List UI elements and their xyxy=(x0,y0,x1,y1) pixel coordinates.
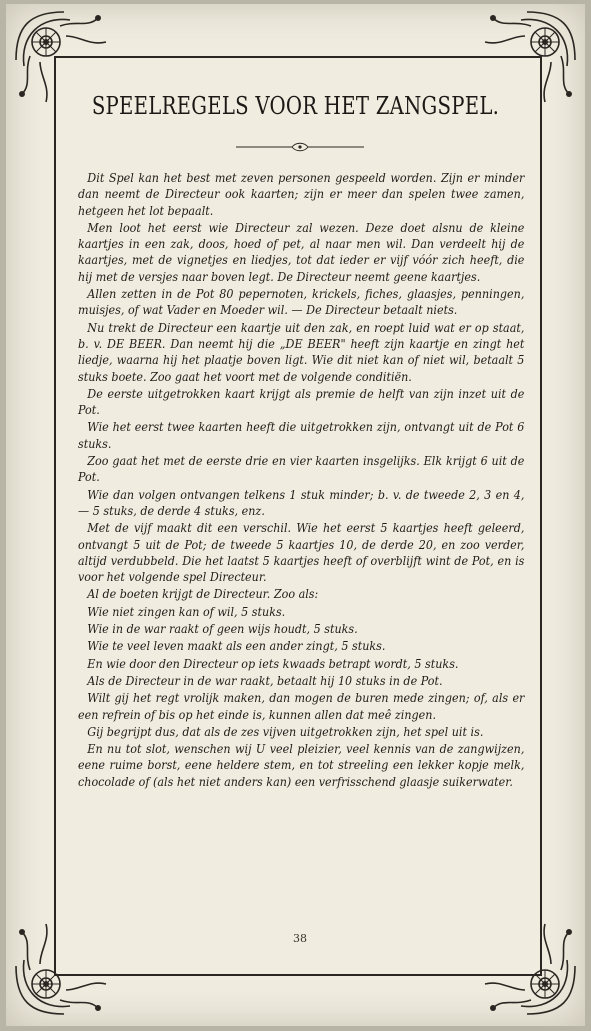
paragraph: En nu tot slot, wenschen wij U veel pleizier, veel kennis van de zangwijzen, eene ruime borst, eene heldere stem, en tot streeling een lekker kopje melk, chocolade of (als het niet anders kan) een verfrisschend glaasje suikerwater. xyxy=(78,742,525,789)
paragraph: Wie dan volgen ontvangen telkens 1 stuk minder; b. v. de tweede 2, 3 en 4, — 5 stuks, de derde 4 stuks, enz. xyxy=(78,487,525,518)
paragraph: Wie in de war raakt of geen wijs houdt, 5 stuks. xyxy=(87,622,358,637)
paragraph: Zoo gaat het met de eerste drie en vier kaarten insgelijks. Elk krijgt 6 uit de Pot. xyxy=(78,454,525,485)
paragraph: Wie het eerst twee kaarten heeft die uitgetrokken zijn, ontvangt uit de Pot 6 stuks. xyxy=(78,420,525,451)
document-page xyxy=(6,4,585,1026)
paragraph: Als de Directeur in de war raakt, betaalt hij 10 stuks in de Pot. xyxy=(87,673,443,688)
paragraph: Al de boeten krijgt de Directeur. Zoo als: xyxy=(87,587,319,602)
paragraph: Wilt gij het regt vrolijk maken, dan mogen de buren mede zingen; of, als er een refrein of bis op het einde is, kunnen allen dat meê zingen. xyxy=(78,691,525,722)
paragraph: Dit Spel kan het best met zeven personen gespeeld worden. Zijn er minder dan neemt de Directeur ook kaarten; zijn er meer dan spelen twee zamen, hetgeen het lot bepaalt. xyxy=(78,171,525,218)
paragraph: Wie niet zingen kan of wil, 5 stuks. xyxy=(87,604,286,619)
paragraph: De eerste uitgetrokken kaart krijgt als premie de helft van zijn inzet uit de Pot. xyxy=(78,386,525,418)
paragraph: En wie door den Directeur op iets kwaads betrapt wordt, 5 stuks. xyxy=(87,656,459,671)
paragraph: Gij begrijpt dus, dat als de zes vijven uitgetrokken zijn, het spel uit is. xyxy=(87,724,484,739)
decorative-divider-icon xyxy=(234,141,366,153)
corner-ornament-icon xyxy=(473,912,581,1020)
paragraph: Wie te veel leven maakt als een ander zingt, 5 stuks. xyxy=(87,639,386,654)
rules-text xyxy=(78,170,524,791)
page-title: SPEELREGELS VOOR HET ZANGSPEL. xyxy=(91,92,500,120)
page-number: 38 xyxy=(293,932,307,945)
paragraph: Men loot het eerst wie Directeur zal wezen. Deze doet alsnu de kleine kaartjes in een zak, doos, hoed of pet, al naar men wil. Dan verdeelt hij de kaartjes, met de vignetjes en liedjes, tot dat ieder er vijf vóór zich heeft, die hij met de versjes naar boven legt. De Directeur neemt geene kaartjes. xyxy=(78,220,525,284)
paragraph: Met de vijf maakt dit een verschil. Wie het eerst 5 kaartjes heeft geleerd, ontvangt 5 uit de Pot; de tweede 5 kaartjes 10, de derde 20, en zoo verder, altijd verdubbeld. Die het laatst 5 kaartjes heeft of overblijft wint de Pot, en is voor het volgende spel Directeur. xyxy=(78,521,525,585)
corner-ornament-icon xyxy=(10,912,118,1020)
paragraph: Allen zetten in de Pot 80 pepernoten, krickels, fiches, glaasjes, penningen, muisjes, of wat Vader en Moeder wil. — De Directeur betaalt niets. xyxy=(78,287,525,318)
paragraph: Nu trekt de Directeur een kaartje uit den zak, en roept luid wat er op staat, b. v. DE BEER. Dan neemt hij die „DE BEER" heeft zijn kaartje en zingt het liedje, waarna hij het plaatje boven ligt. Wie dit niet kan of niet wil, betaalt 5 stuks boete. Zoo gaat het voort met de volgende conditiën. xyxy=(78,320,525,384)
